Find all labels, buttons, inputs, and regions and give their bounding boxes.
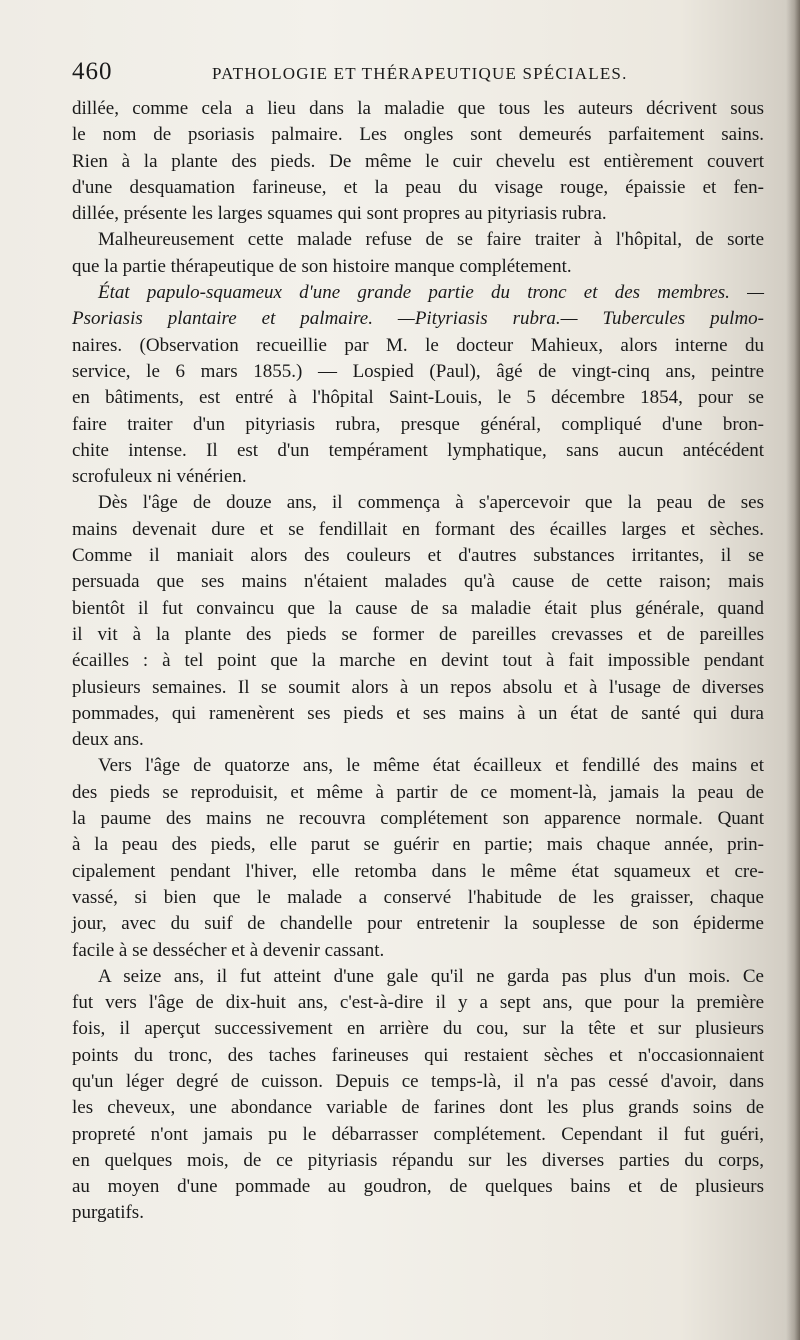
text-line: que la partie thérapeutique de son histoire manque complétement. bbox=[72, 255, 572, 277]
text-line: service, le 6 mars 1855.) — Lospied (Paul), âgé de vingt-cinq ans, peintre bbox=[72, 360, 764, 382]
text-line: deux ans. bbox=[72, 729, 144, 751]
text-line: jour, avec du suif de chandelle pour entretenir la souplesse de son épiderme bbox=[72, 913, 764, 935]
text-line: Psoriasis plantaire et palmaire. —Pityriasis rubra.— Tubercules pulmo- bbox=[72, 308, 764, 330]
page-header bbox=[72, 58, 764, 88]
text-line: naires. (Observation recueillie par M. le docteur Mahieux, alors interne du bbox=[72, 334, 764, 356]
text-line: pommades, qui ramenèrent ses pieds et ses mains à un état de santé qui dura bbox=[72, 702, 764, 724]
page-edge-shadow bbox=[786, 0, 800, 1340]
page-number: 460 bbox=[72, 58, 113, 85]
text-line: persuada que ses mains n'étaient malades qu'à cause de cette raison; mais bbox=[72, 571, 764, 593]
text-line: la paume des mains ne recouvra complétement son apparence normale. Quant bbox=[72, 808, 764, 830]
text-line: fois, il aperçut successivement en arrière du cou, sur la tête et sur plusieurs bbox=[72, 1018, 764, 1040]
text-line: en quelques mois, de ce pityriasis répandu sur les diverses parties du corps, bbox=[72, 1149, 764, 1171]
text-line: vassé, si bien que le malade a conservé l'habitude de les graisser, chaque bbox=[72, 886, 764, 908]
text-line: points du tronc, des taches farineuses qui restaient sèches et n'occasionnaient bbox=[72, 1044, 764, 1066]
text-line: faire traiter d'un pityriasis rubra, presque général, compliqué d'une bron- bbox=[72, 413, 764, 435]
text-line: Vers l'âge de quatorze ans, le même état écailleux et fendillé des mains et bbox=[98, 755, 764, 777]
text-line: qu'un léger degré de cuisson. Depuis ce temps-là, il n'a pas cessé d'avoir, dans bbox=[72, 1070, 764, 1092]
text-line: fut vers l'âge de dix-huit ans, c'est-à-dire il y a sept ans, que pour la première bbox=[72, 992, 764, 1014]
body-text bbox=[72, 96, 764, 1227]
text-line: État papulo-squameux d'une grande partie du tronc et des membres. — bbox=[98, 282, 764, 304]
text-line: propreté n'ont jamais pu le débarrasser complétement. Cependant il fut guéri, bbox=[72, 1123, 764, 1145]
text-line: au moyen d'une pommade au goudron, de quelques bains et de plusieurs bbox=[72, 1176, 764, 1198]
text-line: le nom de psoriasis palmaire. Les ongles sont demeurés parfaitement sains. bbox=[72, 124, 764, 146]
running-head: PATHOLOGIE ET THÉRAPEUTIQUE SPÉCIALES. bbox=[212, 64, 628, 83]
text-line: Dès l'âge de douze ans, il commença à s'apercevoir que la peau de ses bbox=[98, 492, 764, 514]
text-line: A seize ans, il fut atteint d'une gale qu'il ne garda pas plus d'un mois. Ce bbox=[98, 965, 764, 987]
text-line: plusieurs semaines. Il se soumit alors à un repos absolu et à l'usage de diverses bbox=[72, 676, 764, 698]
text-line: en bâtiments, est entré à l'hôpital Saint-Louis, le 5 décembre 1854, pour se bbox=[72, 387, 764, 409]
text-line: bientôt il fut convaincu que la cause de sa maladie était plus générale, quand bbox=[72, 597, 764, 619]
text-line: Malheureusement cette malade refuse de se faire traiter à l'hôpital, de sorte bbox=[98, 229, 764, 251]
text-line: purgatifs. bbox=[72, 1202, 144, 1224]
text-line: des pieds se reproduisit, et même à partir de ce moment-là, jamais la peau de bbox=[72, 781, 764, 803]
text-line: facile à se dessécher et à devenir cassant. bbox=[72, 939, 385, 961]
text-line: mains devenait dure et se fendillait en formant des écailles larges et sèches. bbox=[72, 518, 764, 540]
text-line: dillée, comme cela a lieu dans la maladie que tous les auteurs décrivent sous bbox=[72, 98, 764, 119]
text-line: chite intense. Il est d'un tempérament lymphatique, sans aucun antécédent bbox=[72, 439, 764, 461]
text-line: Comme il maniait alors des couleurs et d'autres substances irritantes, il se bbox=[72, 545, 764, 567]
text-line: cipalement pendant l'hiver, elle retomba dans le même état squameux et cre- bbox=[72, 860, 764, 882]
text-line: scrofuleux ni vénérien. bbox=[72, 466, 247, 488]
text-line: à la peau des pieds, elle parut se guérir en partie; mais chaque année, prin- bbox=[72, 834, 764, 856]
text-line: dillée, présente les larges squames qui sont propres au pityriasis rubra. bbox=[72, 203, 607, 225]
text-line: il vit à la plante des pieds se former de pareilles crevasses et de pareilles bbox=[72, 623, 764, 645]
text-line: d'une desquamation farineuse, et la peau du visage rouge, épaissie et fen- bbox=[72, 176, 764, 198]
text-line: écailles : à tel point que la marche en devint tout à fait impossible pendant bbox=[72, 650, 764, 672]
text-line: les cheveux, une abondance variable de farines dont les plus grands soins de bbox=[72, 1097, 764, 1119]
text-line: Rien à la plante des pieds. De même le cuir chevelu est entièrement couvert bbox=[72, 150, 764, 172]
